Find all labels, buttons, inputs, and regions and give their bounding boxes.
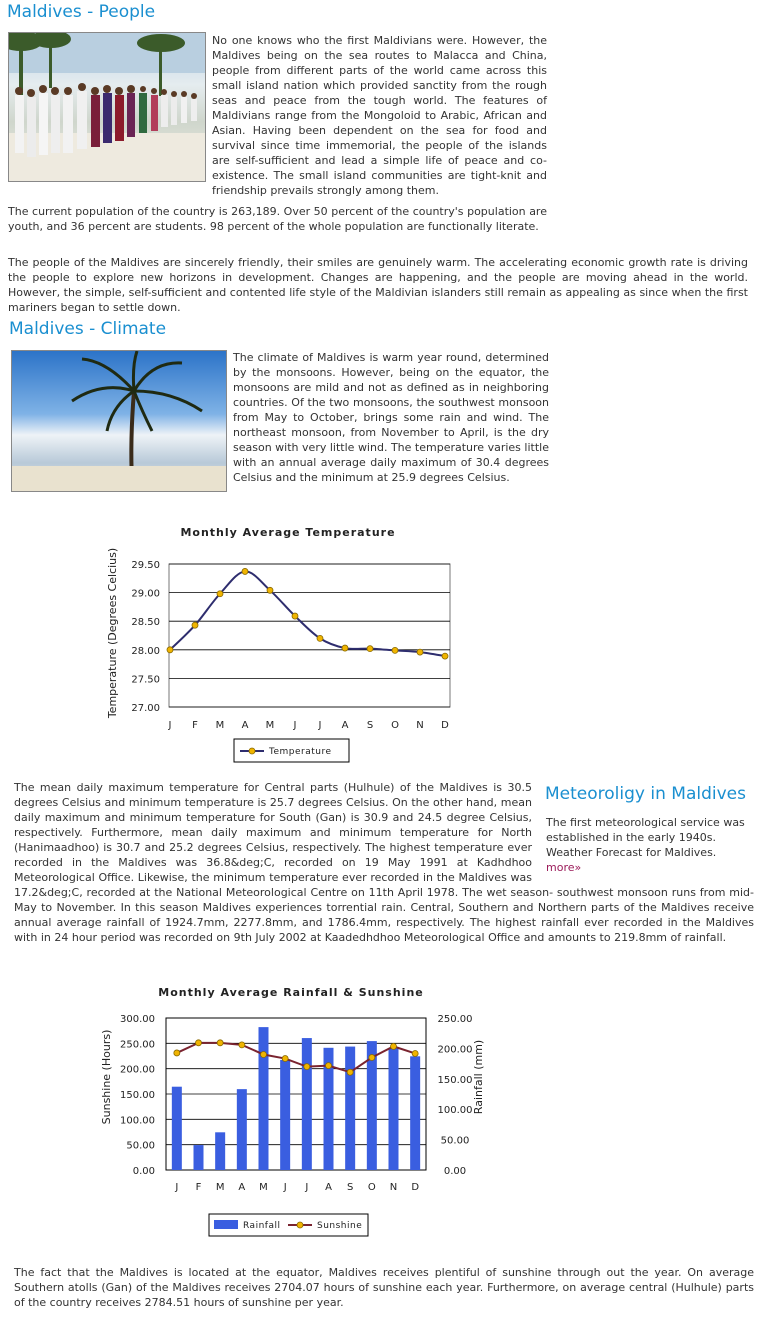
temperature-point: [192, 622, 198, 628]
rainfall-y-tick-label: 250.00: [437, 1014, 473, 1025]
temperature-point: [367, 646, 373, 652]
temperature-chart: [93, 515, 468, 773]
sunshine-point: [239, 1042, 245, 1048]
temperature-y-tick-label: 29.00: [131, 588, 160, 600]
rainfall-bar: [172, 1087, 182, 1170]
temperature-x-tick-label: A: [241, 720, 249, 731]
temperature-x-tick-label: J: [318, 720, 322, 731]
temperature-y-tick-label: 27.00: [131, 703, 160, 714]
rainfall-x-tick-label: J: [175, 1182, 179, 1193]
temperature-point: [317, 635, 323, 641]
sunshine-point: [174, 1050, 180, 1056]
rainfall-bar: [215, 1132, 225, 1170]
sunshine-y-tick-label: 150.00: [120, 1090, 155, 1101]
sunshine-y-tick-label: 0.00: [132, 1166, 155, 1177]
sunshine-point: [391, 1043, 397, 1049]
temperature-chart-svg: [93, 515, 468, 773]
rainfall-y-tick-label: 100.00: [437, 1105, 473, 1117]
temperature-point: [392, 647, 398, 653]
rainfall-x-tick-label: N: [389, 1182, 398, 1193]
people-paragraph-1: No one knows who the first Maldivians were. However, the Maldives being on the sea routes to Malacca and China, people from different parts of the world came across this small island nation which provided sanctity from the rough seas and peace from the tough world. The features of Maldivians range from the Mongoloid to Arabic, African and Asian. Having been dependent on the sea for food and survival since time immemorial, the people of the islands are self-sufficient and lead a simple life of peace and co-existence. The small island communities are tight-knit and friendship prevails strongly among them.: [212, 34, 547, 197]
temperature-legend-label: Temperature: [269, 747, 332, 757]
sunshine-y-axis-label: Sunshine (Hours): [100, 1029, 113, 1125]
temperature-point: [417, 649, 423, 655]
sunshine-point: [282, 1056, 288, 1062]
climate-paragraph-3: The fact that the Maldives is located at the equator, Maldives receives plentiful of sunshine through out the year. On average Southern atolls (Gan) of the Maldives receives 2704.07 hours of sunshine each year. Furthermore, on average central (Hulhule) parts of the country receives 2784.51 hours of sunshine per year.: [14, 1266, 754, 1309]
sunshine-point: [261, 1051, 267, 1057]
temperature-y-tick-label: 29.50: [131, 560, 160, 571]
rainfall-bar: [302, 1038, 312, 1170]
rainfall-x-tick-label: A: [325, 1182, 332, 1193]
sunshine-y-tick-label: 100.00: [120, 1115, 155, 1127]
temperature-legend: [234, 739, 349, 762]
rainfall-x-tick-label: A: [238, 1182, 246, 1193]
people-heading: Maldives - People: [7, 2, 156, 22]
temperature-y-tick-label: 28.50: [131, 617, 160, 629]
temperature-point: [342, 645, 348, 651]
sunshine-y-tick-label: 50.00: [126, 1140, 155, 1152]
rainfall-x-tick-label: S: [346, 1182, 354, 1193]
rainfall-bar: [280, 1060, 290, 1170]
rainfall-x-tick-label: D: [411, 1182, 420, 1193]
rainfall-sunshine-chart: [96, 980, 496, 1242]
temperature-point: [242, 568, 248, 574]
rainfall-legend-label: Rainfall: [243, 1221, 281, 1231]
temperature-x-tick-label: J: [293, 720, 297, 731]
meteorology-text: The first meteorological service was established in the early 1940s. Weather Forecast for Maldives.: [546, 816, 745, 859]
more-link[interactable]: more»: [546, 861, 582, 874]
sunshine-point: [347, 1069, 353, 1075]
rainfall-x-tick-label: F: [195, 1182, 202, 1193]
rainfall-y-tick-label: 150.00: [437, 1074, 473, 1086]
temperature-x-tick-label: D: [441, 720, 449, 731]
temperature-point: [167, 647, 173, 653]
rainfall-bar: [410, 1056, 420, 1170]
temperature-plot-area: [169, 564, 450, 707]
sunshine-point: [304, 1064, 310, 1070]
temperature-x-tick-label: J: [168, 720, 172, 731]
temperature-chart-title: Monthly Average Temperature: [180, 526, 396, 539]
sunshine-point: [326, 1063, 332, 1069]
sunshine-y-tick-label: 300.00: [120, 1014, 155, 1025]
temperature-x-tick-label: N: [416, 720, 424, 731]
temperature-point: [292, 613, 298, 619]
temperature-y-tick-label: 27.50: [131, 674, 160, 686]
rainfall-bar: [389, 1048, 399, 1170]
meteorology-heading: Meteoroligy in Maldives: [545, 784, 746, 804]
temperature-x-tick-label: O: [391, 720, 399, 731]
sunshine-y-tick-label: 200.00: [120, 1064, 155, 1076]
temperature-point: [267, 587, 273, 593]
temperature-y-axis-label: Temperature (Degrees Celcius): [106, 547, 119, 719]
rainfall-sunshine-chart-title: Monthly Average Rainfall & Sunshine: [158, 986, 424, 999]
rainfall-x-tick-label: O: [367, 1182, 376, 1193]
palm-tree-photo: [11, 350, 227, 492]
sunshine-y-tick-label: 250.00: [120, 1039, 155, 1051]
sunshine-point: [196, 1040, 202, 1046]
rainfall-sunshine-chart-svg: [96, 980, 496, 1242]
sunshine-legend-label: Sunshine: [317, 1221, 363, 1231]
climate-paragraph-1: The climate of Maldives is warm year round, determined by the monsoons. However, being on the equator, the monsoons are mild and not as defined as in neighboring countries. Of the two monsoons, the southwest monsoon from May to October, brings some rain and wind. The northeast monsoon, from November to April, is the dry season with very little wind. The temperature varies little with an annual average daily maximum of 30.4 degrees Celsius and the minimum at 25.9 degrees Celsius.: [233, 351, 549, 484]
rainfall-x-tick-label: J: [283, 1182, 287, 1193]
rainfall-y-axis-label: Rainfall (mm): [472, 1039, 485, 1115]
rainfall-y-tick-label: 0.00: [443, 1166, 467, 1177]
people-paragraph-2: The current population of the country is 263,189. Over 50 percent of the country's population are youth, and 36 percent are students. 98 percent of the whole population are functionally literate.: [8, 205, 547, 233]
rainfall-bar: [345, 1047, 355, 1170]
rainfall-y-tick-label: 200.00: [437, 1044, 473, 1056]
sunshine-point: [217, 1040, 223, 1046]
sunshine-point: [369, 1055, 375, 1061]
temperature-x-tick-label: M: [215, 720, 225, 731]
temperature-point: [442, 653, 448, 659]
rainfall-x-tick-label: J: [305, 1182, 309, 1193]
temperature-x-tick-label: S: [366, 720, 374, 731]
climate-heading: Maldives - Climate: [9, 319, 167, 339]
climate-paragraph-2: The mean daily maximum temperature for Central parts (Hulhule) of the Maldives is 30.5 degrees Celsius and minimum temperature is 25.7 degrees Celsius. On the other hand, mean daily maximum and minimum temperature for South (Gan) is 30.9 and 24.5 degree Celsius, respectively. Furthermore, mean daily maximum and minimum temperature for North (Hanimaadhoo) is 30.7 and 25.2 degrees Celsius, respectively. The highest temperature ever recorded in the Maldives was 36.8&deg;C, recorded on 19 May 1991 at Kadhdhoo Meteorological Office. Likewise, the minimum temperature ever recorded in the Maldives was 17.2&deg;C, recorded at the National Meteorological Centre on 11th April 1978. The wet season- southwest monsoon runs from mid-May to November. In this season Maldives experiences torrential rain. Central, Southern and Northern parts of the Maldives receive annual average rainfall of 1924.7mm, 2277.8mm, and 1786.4mm, respectively. The highest rainfall ever recorded in the Maldives with in 24 hour period was recorded on 9th July 2002 at Kaadedhdhoo Meteorological Office and amounts to 219.8mm of rainfall.: [14, 781, 754, 944]
sunshine-point: [412, 1050, 418, 1056]
rainfall-bar: [194, 1145, 204, 1170]
temperature-x-tick-label: A: [341, 720, 349, 731]
rainfall-bar: [259, 1027, 269, 1170]
temperature-point: [217, 591, 223, 597]
rainfall-y-tick-label: 50.00: [440, 1135, 470, 1147]
temperature-x-tick-label: M: [265, 720, 275, 731]
rainfall-sunshine-legend: [209, 1214, 368, 1236]
temperature-x-tick-label: F: [192, 720, 198, 731]
rainfall-x-tick-label: M: [215, 1182, 225, 1193]
rainfall-x-tick-label: M: [259, 1182, 268, 1193]
rainfall-bar: [237, 1089, 247, 1170]
people-paragraph-3: The people of the Maldives are sincerely friendly, their smiles are genuinely warm. The accelerating economic growth rate is driving the people to explore new horizons in development. Changes are happening, and the people are moving ahead in the world. However, the simple, self-sufficient and contented life style of the Maldivian islanders still remain as appealing as since when the first mariners began to settle down.: [8, 256, 748, 314]
temperature-y-tick-label: 28.00: [131, 645, 160, 657]
